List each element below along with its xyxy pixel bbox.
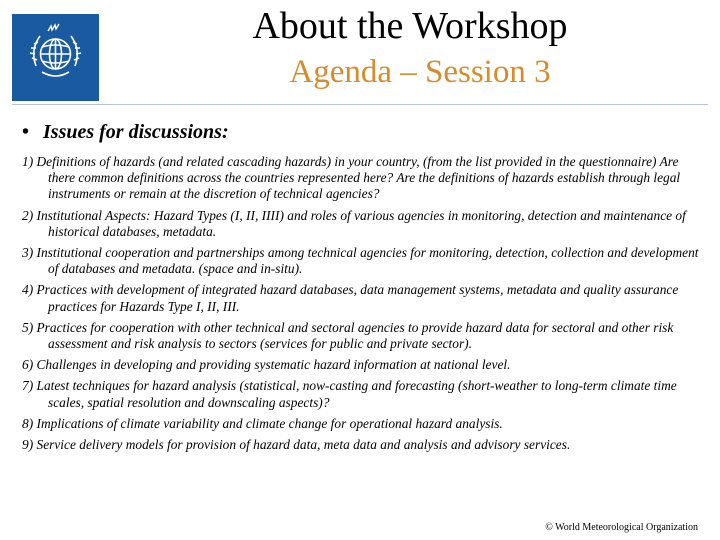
- section-heading: [22, 120, 229, 144]
- list-item: 2) Institutional Aspects: Hazard Types (I, II, IIII) and roles of various agencies in monitoring, detection and maintenance of historical databases, metadata.: [22, 207, 686, 239]
- section-heading-text: Issues for discussions:: [43, 121, 229, 143]
- list-item: 1) Definitions of hazards (and related cascading hazards) in your country, (from the list provided in the questionnaire) Are there common definitions across the countries represented here? Are the definitions of hazards establish through legal instruments or remain at the discretion of technical agencies?: [22, 154, 681, 202]
- copyright-footer: © World Meteorological Organization: [545, 522, 698, 533]
- page-title: About the Workshop: [252, 5, 568, 47]
- list-item: 6) Challenges in developing and providing systematic hazard information at national level.: [22, 357, 511, 373]
- list-item: 5) Practices for cooperation with other technical and sectoral agencies to provide hazard data for sectoral and other risk assessment and risk analysis to sectors (services for public and private sector).: [22, 319, 674, 352]
- list-item: 3) Institutional cooperation and partnerships among technical agencies for monitoring, detection, collection and development of databases and metadata. (space and in-situ).: [22, 245, 699, 277]
- list-item: 7) Latest techniques for hazard analysis (statistical, now-casting and forecasting (short-weather to long-term climate time scales, spatial resolution and downscaling aspects)?: [22, 378, 677, 410]
- issues-list: [22, 154, 700, 458]
- wmo-emblem-icon: [12, 14, 99, 101]
- header-divider: [12, 104, 708, 105]
- list-item: 9) Service delivery models for provision of hazard data, meta data and analysis and advisory services.: [22, 437, 571, 453]
- list-item: 8) Implications of climate variability and climate change for operational hazard analysis.: [22, 415, 503, 431]
- bullet-icon: •: [22, 121, 30, 143]
- list-item: 4) Practices with development of integrated hazard databases, data management systems, metadata and quality assurance practices for Hazards Type I, II, III.: [22, 282, 679, 314]
- page-subtitle: Agenda – Session 3: [289, 54, 551, 90]
